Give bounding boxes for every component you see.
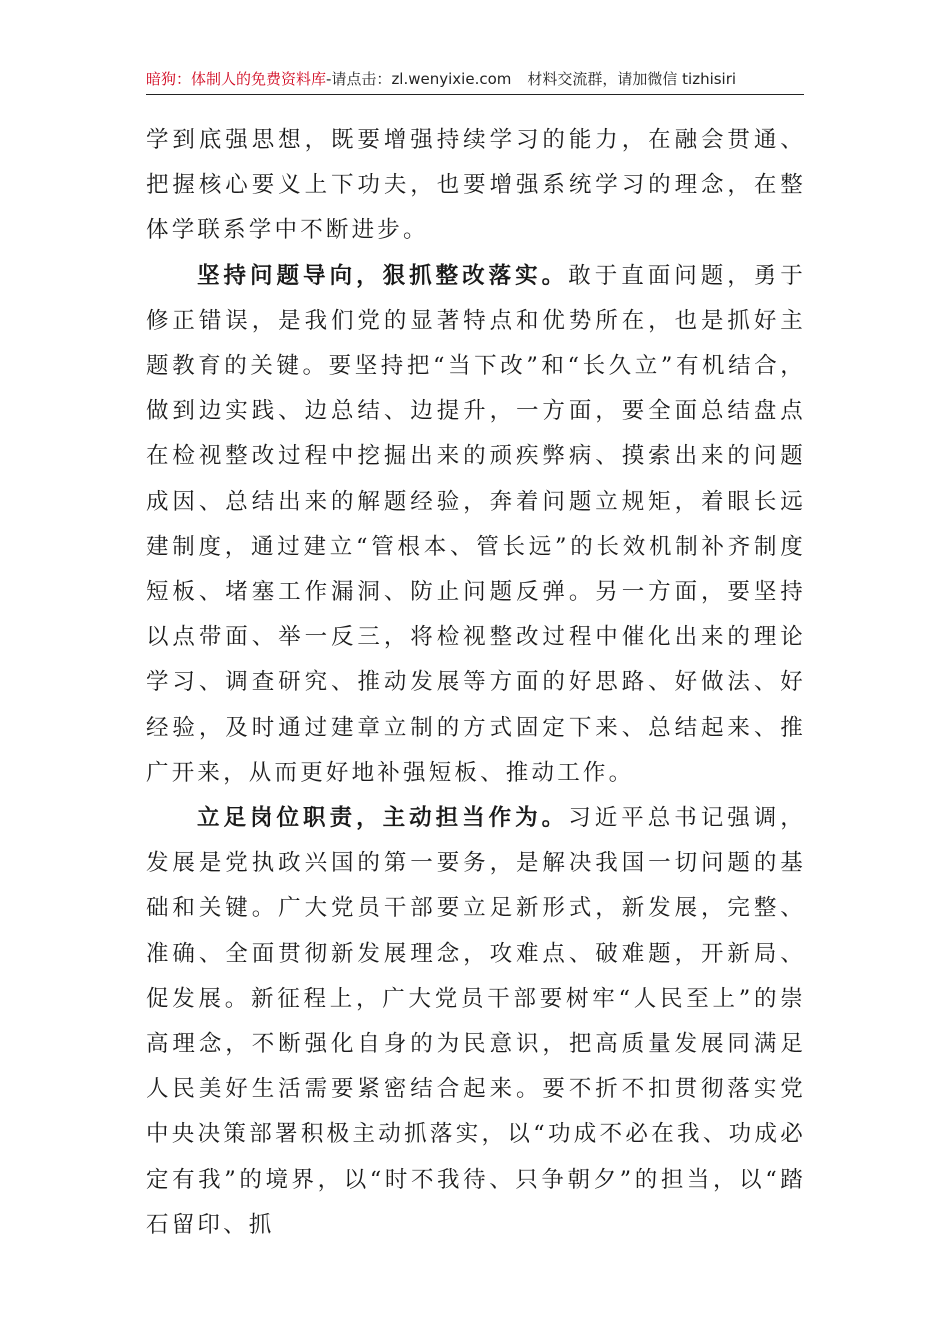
paragraph-text: 学到底强思想，既要增强持续学习的能力，在融会贯通、把握核心要义上下功夫，也要增强系统学习的理念，在整体学联系学中不断进步。 (146, 127, 806, 244)
paragraph-lead: 立足岗位职责，主动担当作为。 (197, 805, 569, 832)
paragraph-3 (146, 796, 806, 1248)
link-prompt: -请点击： (326, 70, 392, 88)
paragraph-text: 习近平总书记强调，发展是党执政兴国的第一要务，是解决我国一切问题的基础和关键。广大党员干部要立足新形式，新发展，完整、准确、全面贯彻新发展理念，攻难点、破难题，开新局、促发展。新征程上，广大党员干部要树牢“人民至上”的崇高理念，不断强化自身的为民意识，把高质量发展同满足人民美好生活需要紧密结合起来。要不折不扣贯彻落实党中央决策部署积极主动抓落实，以“功成不必在我、功成必定有我”的境界，以“时不我待、只争朝夕”的担当，以“踏石留印、抓 (146, 805, 806, 1238)
site-link[interactable]: zl.wenyixie.com (391, 70, 512, 88)
paragraph-1 (146, 118, 806, 254)
page-header (146, 66, 804, 95)
paragraph-text: 敢于直面问题，勇于修正错误，是我们党的显著特点和优势所在，也是抓好主题教育的关键。要坚持把“当下改”和“长久立”有机结合，做到边实践、边总结、边提升，一方面，要全面总结盘点在检视整改过程中挖掘出来的顽疾弊病、摸索出来的问题成因、总结出来的解题经验，奔着问题立规矩，着眼长远建制度，通过建立“管根本、管长远”的长效机制补齐制度短板、堵塞工作漏洞、防止问题反弹。另一方面，要坚持以点带面、举一反三，将检视整改过程中催化出来的理论学习、调查研究、推动发展等方面的好思路、好做法、好经验，及时通过建章立制的方式固定下来、总结起来、推广开来，从而更好地补强短板、推动工作。 (146, 262, 806, 786)
paragraph-2 (146, 254, 806, 796)
paragraph-lead: 坚持问题导向，狠抓整改落实。 (197, 262, 569, 289)
group-note: 材料交流群，请加微信 tizhisiri (527, 70, 737, 88)
document-body (146, 118, 806, 1248)
site-name: 暗狗：体制人的免费资料库 (146, 70, 327, 88)
